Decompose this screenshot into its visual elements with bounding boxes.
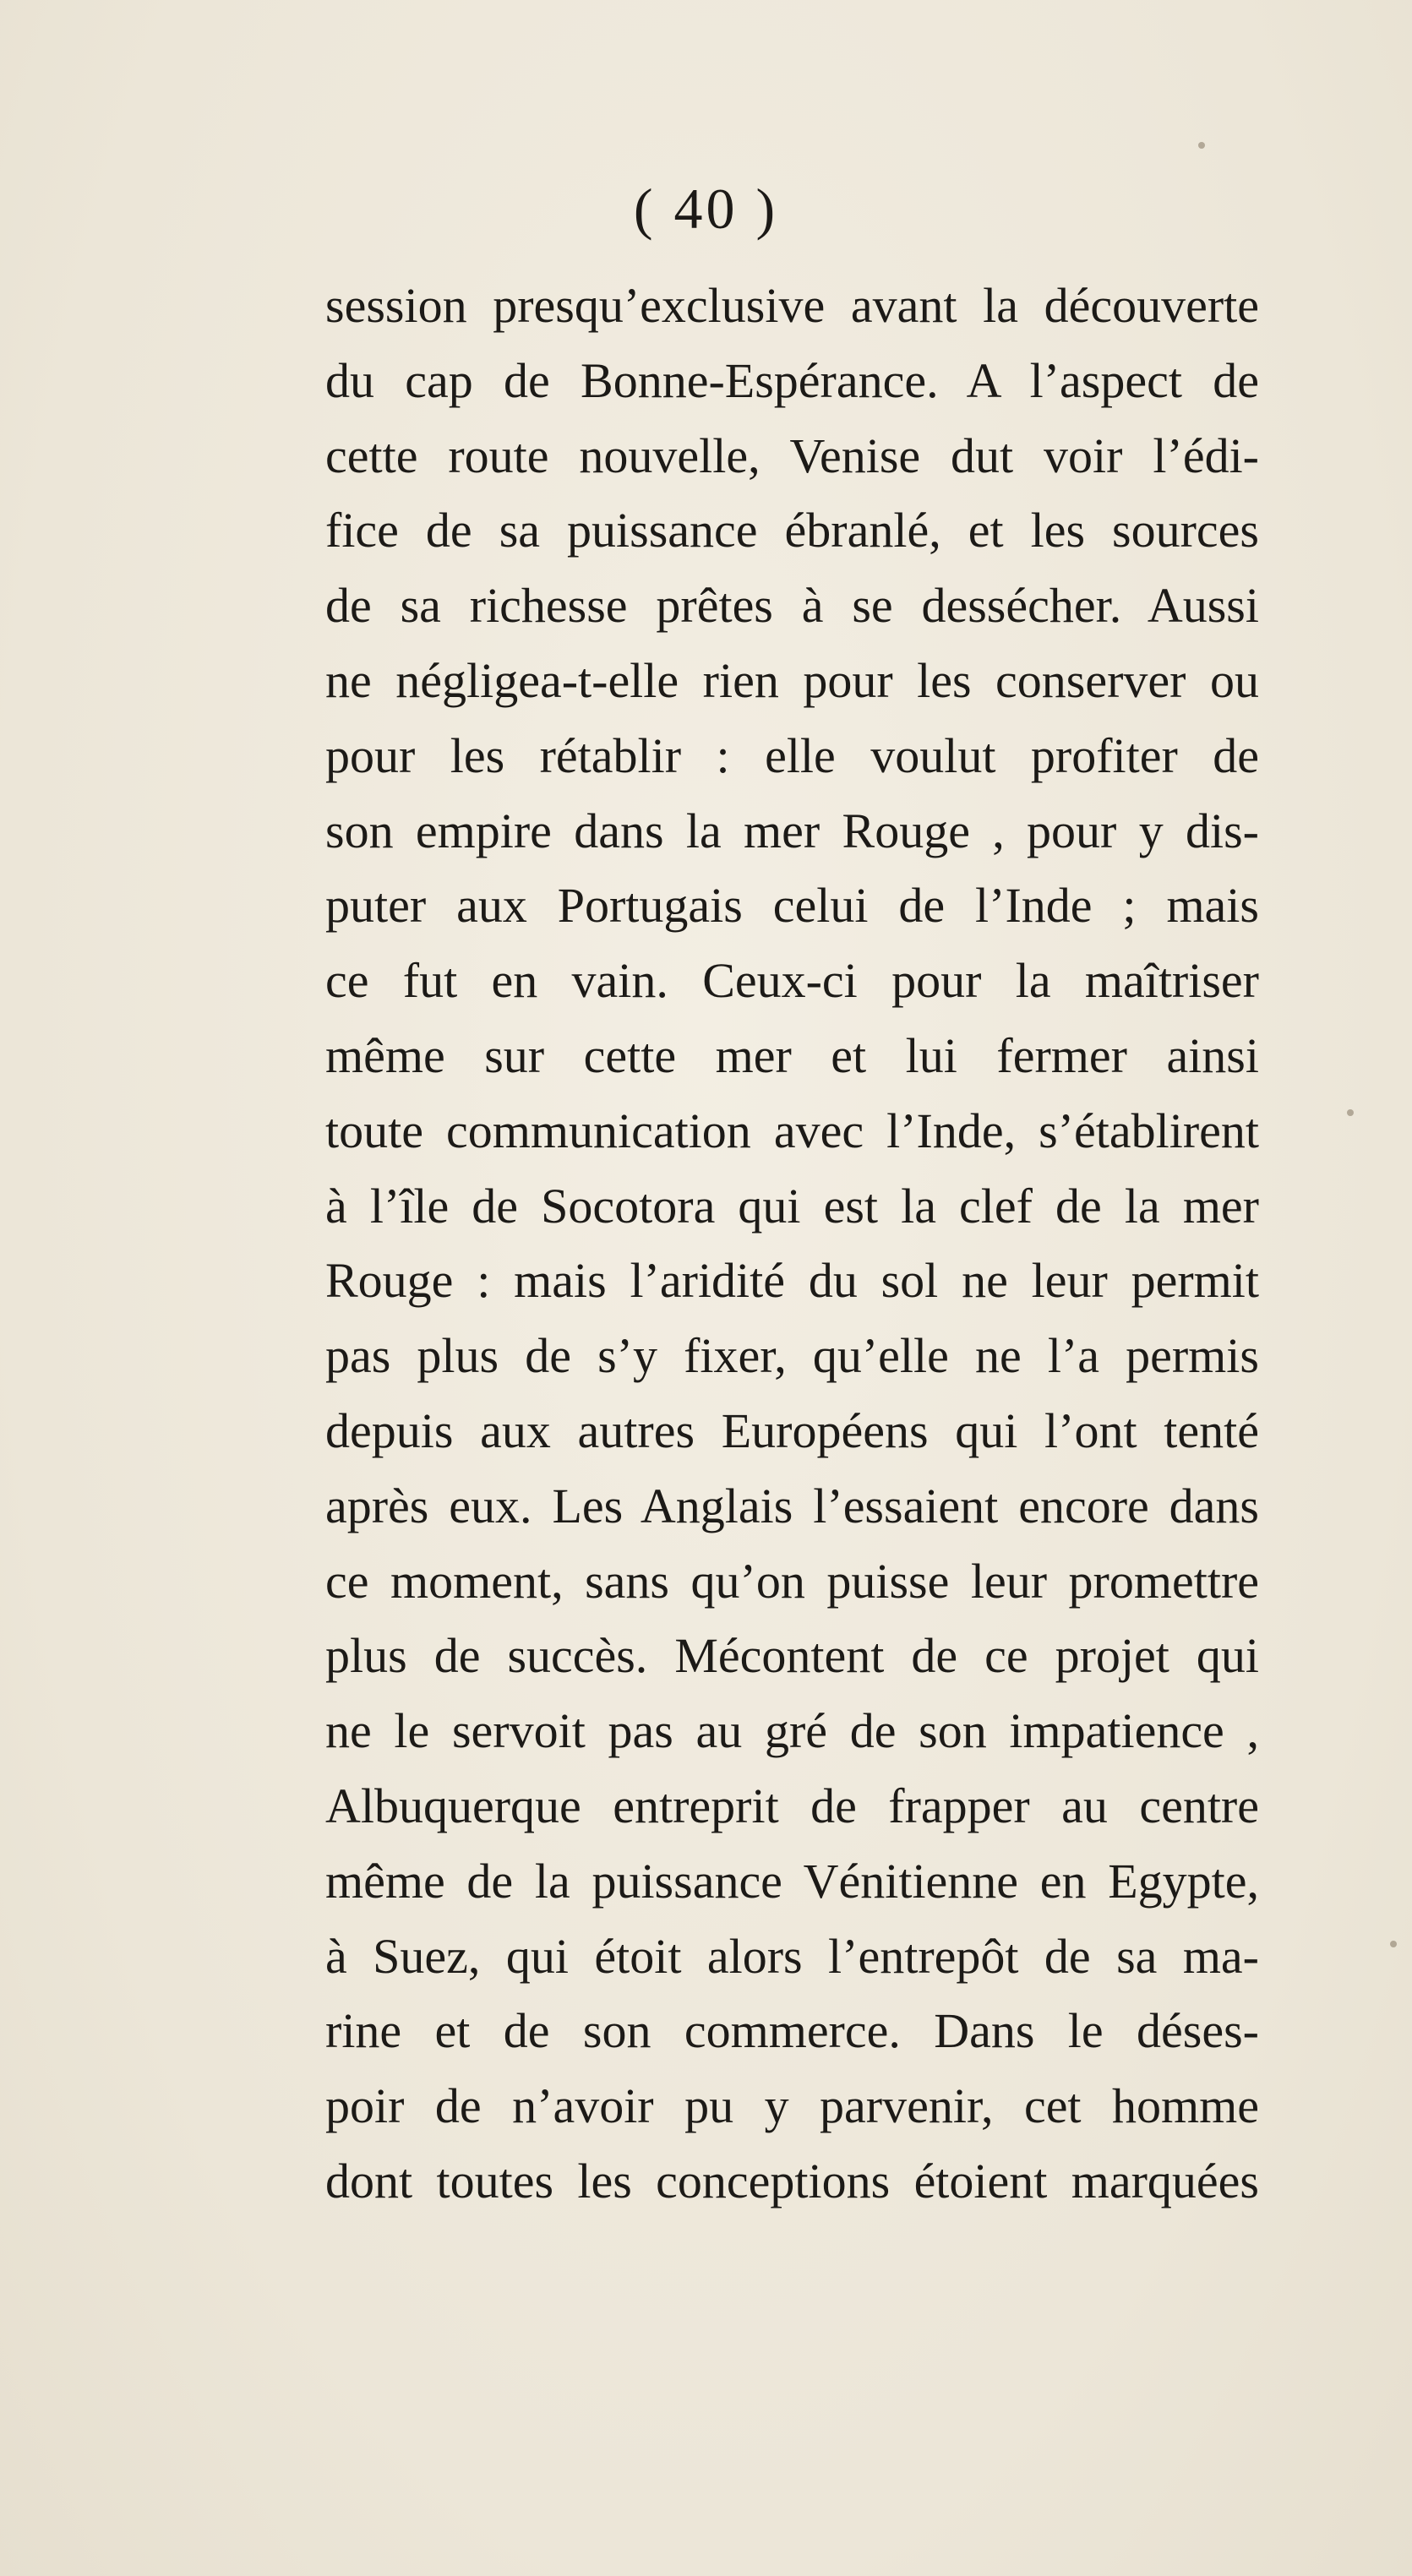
text-line: son empire dans la mer Rouge , pour y dis- bbox=[325, 803, 1259, 858]
text-line: fice de sa puissance ébranlé, et les sources bbox=[325, 503, 1259, 558]
text-line: Albuquerque entreprit de frapper au centre bbox=[325, 1778, 1259, 1833]
paper-speck bbox=[1347, 1109, 1354, 1116]
text-line: à l’île de Socotora qui est la clef de la mer bbox=[325, 1178, 1259, 1234]
text-line: plus de succès. Mécontent de ce projet qui bbox=[325, 1628, 1259, 1684]
text-line: depuis aux autres Européens qui l’ont tenté bbox=[325, 1402, 1259, 1458]
text-line: du cap de Bonne-Espérance. A l’aspect de bbox=[325, 352, 1259, 408]
text-line: ne négligea-t-elle rien pour les conserver ou bbox=[325, 652, 1259, 708]
text-line: cette route nouvelle, Venise dut voir l’édi- bbox=[325, 428, 1259, 483]
text-line: même sur cette mer et lui fermer ainsi bbox=[325, 1027, 1259, 1083]
text-line: poir de n’avoir pu y parvenir, cet homme bbox=[325, 2078, 1259, 2134]
text-line: toute communication avec l’Inde, s’établirent bbox=[325, 1103, 1259, 1158]
body-text bbox=[325, 269, 1259, 2219]
text-line: rine et de son commerce. Dans le déses- bbox=[325, 2003, 1259, 2059]
text-line: après eux. Les Anglais l’essaient encore dans bbox=[325, 1478, 1259, 1533]
text-line: pas plus de s’y fixer, qu’elle ne l’a permis bbox=[325, 1328, 1259, 1384]
text-line: pour les rétablir : elle voulut profiter de bbox=[325, 727, 1259, 783]
page-number: ( 40 ) bbox=[633, 177, 779, 241]
paper-speck bbox=[1198, 142, 1205, 149]
text-line: ce moment, sans qu’on puisse leur promettre bbox=[325, 1553, 1259, 1609]
text-line: dont toutes les conceptions étoient marquées bbox=[325, 2153, 1259, 2208]
text-line: ne le servoit pas au gré de son impatience , bbox=[325, 1703, 1259, 1759]
text-line: à Suez, qui étoit alors l’entrepôt de sa ma- bbox=[325, 1928, 1259, 1984]
paper-speck bbox=[1390, 1941, 1397, 1947]
text-line: session presqu’exclusive avant la découverte bbox=[325, 278, 1259, 333]
text-line: Rouge : mais l’aridité du sol ne leur permit bbox=[325, 1253, 1259, 1309]
text-line: de sa richesse prêtes à se dessécher. Aussi bbox=[325, 578, 1259, 634]
text-line: même de la puissance Vénitienne en Egypte, bbox=[325, 1853, 1259, 1909]
text-line: puter aux Portugais celui de l’Inde ; mais bbox=[325, 878, 1259, 934]
text-line: ce fut en vain. Ceux-ci pour la maîtriser bbox=[325, 953, 1259, 1009]
